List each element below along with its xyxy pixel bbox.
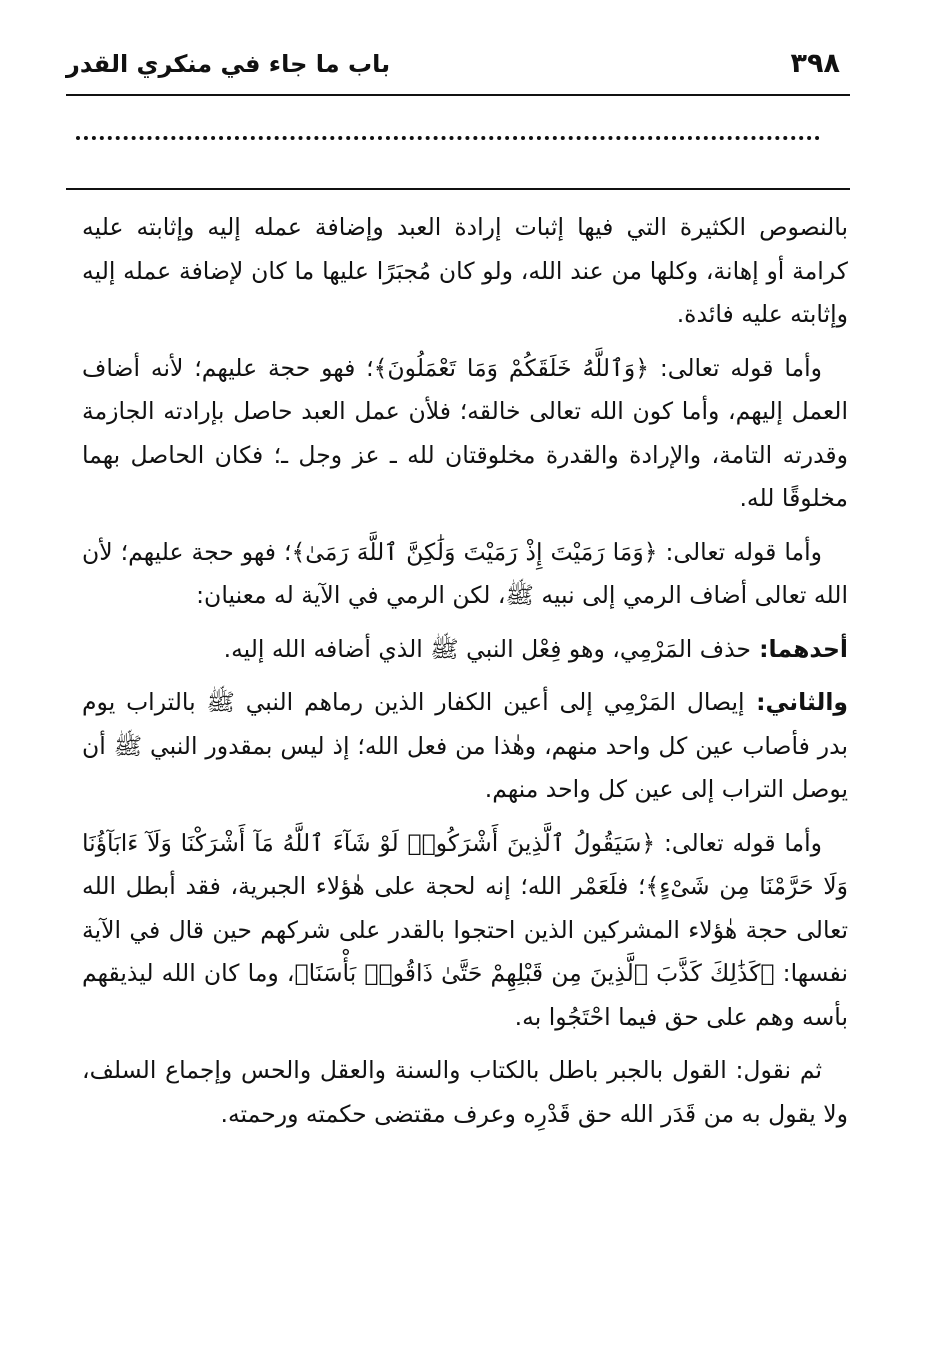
paragraph-4 bbox=[82, 628, 848, 672]
paragraph-text: إيصال المَرْمِي إلى أعين الكفار الذين رماهم النبي ﷺ بالتراب يوم بدر فأصاب عين كل واحد منهم، وهٰذا من فعل الله؛ إذ ليس بمقدور النبي ﷺ أن يوصل التراب إلى عين كل واحد منهم. bbox=[82, 688, 848, 803]
page-header bbox=[66, 48, 850, 92]
paragraph-lead: ثم نقول: bbox=[726, 1056, 822, 1084]
paragraph-5 bbox=[82, 681, 848, 812]
paragraph-lead-bold: أحدهما: bbox=[750, 634, 848, 663]
header-rule bbox=[66, 94, 850, 96]
paragraph-7 bbox=[82, 1049, 848, 1136]
quran-verse: ﴿سَيَقُولُ ٱلَّذِينَ أَشْرَكُوا۟ لَوْ شَآءَ ٱللَّهُ مَآ أَشْرَكْنَا وَلَآ ءَابَآؤُنَا وَلَا حَرَّمْنَا مِن شَىْءٍ﴾ bbox=[82, 828, 848, 900]
paragraph-lead-bold: والثاني: bbox=[744, 688, 848, 716]
paragraph-lead: وأما قوله تعالى: bbox=[657, 537, 822, 566]
paragraph-text: ؛ فهو حجة عليهم؛ لأنه أضاف العمل إليهم، وأما كون الله تعالى خالقه؛ فلأن عمل العبد حاصل بإرادته الجازمة وقدرته التامة، والإرادة والقدرة مخلوقتان لله ـ عز وجل ـ؛ فكان الحاصل بهما مخلوقًا لله. bbox=[82, 353, 848, 512]
paragraph-2 bbox=[82, 347, 848, 521]
paragraph-3 bbox=[82, 531, 848, 618]
page-number: ٣٩٨ bbox=[790, 48, 840, 79]
paragraph-lead: وأما قوله تعالى: bbox=[648, 353, 823, 382]
dotted-separator bbox=[76, 136, 820, 140]
page-body bbox=[82, 206, 848, 1146]
paragraph-text: بالنصوص الكثيرة التي فيها إثبات إرادة العبد وإضافة عمله إليه وإثابته عليه كرامة أو إهانة، وكلها من عند الله، ولو كان مُجبَرًا عليها ما كان لإضافة عمله إليه وإثابته عليه فائدة. bbox=[82, 213, 848, 328]
quran-verse: ﴿وَمَا رَمَيْتَ إِذْ رَمَيْتَ وَلَٰكِنَّ ٱللَّهَ رَمَىٰ﴾ bbox=[291, 537, 658, 566]
paragraph-text: ؛ فلَعَمْر الله؛ إنه لحجة على هٰؤلاء الجبرية، فقد أبطل الله تعالى حجة هٰؤلاء المشركين الذين احتجوا بالقدر على شركهم حين قال في الآية نفسها: bbox=[82, 872, 848, 987]
paragraph-lead: وأما قوله تعالى: bbox=[655, 828, 822, 857]
paragraph-text: ؛ فهو حجة عليهم؛ لأن الله تعالى أضاف الرمي إلى نبيه ﷺ، لكن الرمي في الآية له معنيان: bbox=[82, 537, 848, 609]
section-rule bbox=[66, 188, 850, 190]
paragraph-text: ، وما كان الله ليذيقهم بأسه وهم على حق فيما احْتَجُوا به. bbox=[82, 959, 848, 1031]
paragraph-6 bbox=[82, 822, 848, 1040]
paragraph-text: حذف المَرْمِي، وهو فِعْل النبي ﷺ الذي أضافه الله إليه. bbox=[223, 634, 751, 663]
paragraph-text: القول بالجبر باطل بالكتاب والسنة والعقل والحس وإجماع السلف، ولا يقول به من قَدَر الله حق قَدْرِه وعرف مقتضى حكمته ورحمته. bbox=[82, 1056, 848, 1128]
paragraph-1 bbox=[82, 206, 848, 337]
quran-verse: ﴿وَٱللَّهُ خَلَقَكُمْ وَمَا تَعْمَلُونَ﴾ bbox=[373, 353, 649, 382]
running-title: باب ما جاء في منكري القدر bbox=[66, 50, 391, 78]
quran-verse: ﴿كَذَٰلِكَ كَذَّبَ ٱلَّذِينَ مِن قَبْلِهِمْ حَتَّىٰ ذَاقُوا۟ بَأْسَنَا﴾ bbox=[294, 959, 775, 987]
